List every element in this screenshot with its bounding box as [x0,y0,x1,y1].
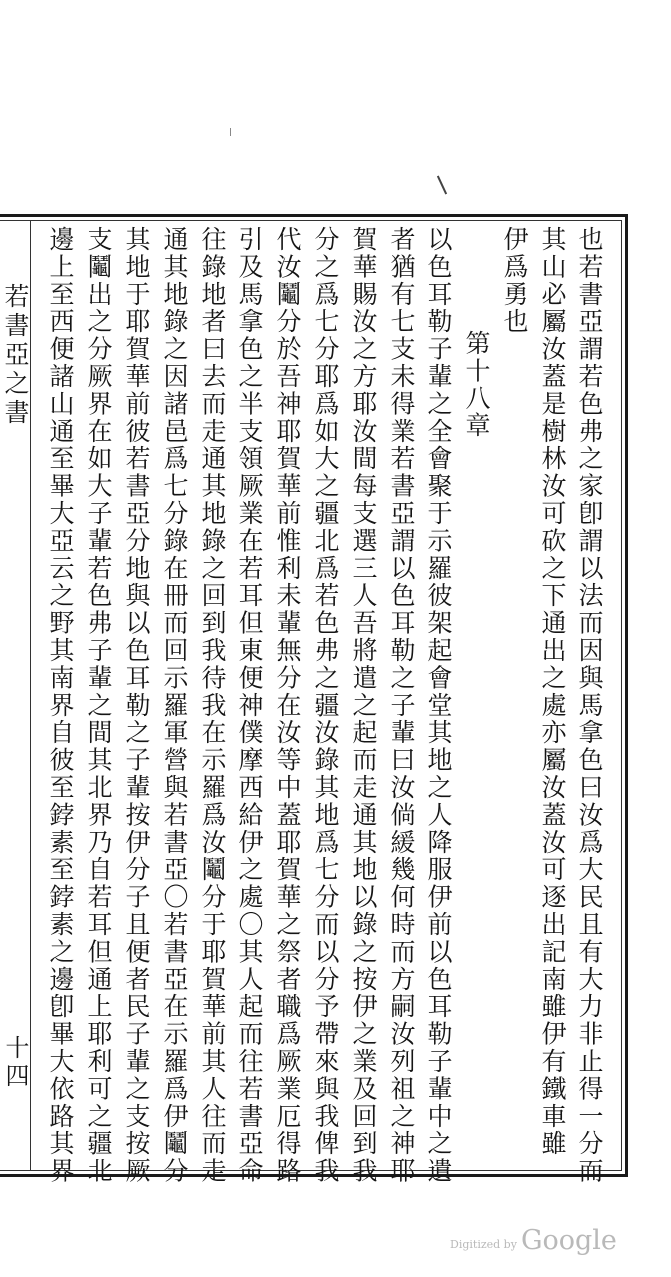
scan-mark [437,176,447,195]
google-watermark [450,1225,617,1256]
text-column-8: 分之爲七分耶爲如大之疆北爲若色弗之疆汝錄其地爲七分而以分予帶來與我俾我 [311,226,340,1185]
chapter-heading: 第十八章 [462,330,491,440]
text-column-5: 以色耳勒子輩之全會聚于示羅彼架起會堂其地之人降服伊前以色耳勒子輩中之遺 [424,226,453,1185]
margin-rule [30,220,31,1171]
text-column-10: 引及馬拿色之半支領厥業在若耳但東便神僕摩西給伊之處〇其人起而往若書亞命 [235,226,264,1185]
text-column-2: 其山必屬汝蓋是樹林汝可砍之下通出之處亦屬汝蓋汝可逐出記南雖伊有鐵車雖 [538,226,567,1158]
book-title: 若書亞之書 [1,283,30,428]
watermark-brand: Google [520,1225,617,1256]
text-column-9: 代汝鬮分於吾神耶賀華前惟利未輩無分在汝等中蓋耶賀華之祭者職爲厥業厄得路 [273,226,302,1185]
page-number: 十四 [1,1035,29,1091]
text-column-3: 伊爲勇也 [500,226,529,336]
text-column-12: 通其地錄之因諸邑爲七分錄在冊而回示羅軍營與若書亞〇若書亞在示羅爲伊鬮分 [160,226,189,1185]
text-column-11: 往錄地者曰去而走通其地錄之回到我待我在示羅爲汝鬮分于耶賀華前其人往而走 [198,226,227,1185]
text-column-15: 邊上至西便諸山通至畢大亞云之野其南界自彼至鋍素至鋍素之邊卽畢大依路其界 [46,226,75,1185]
scan-mark [230,128,231,136]
text-column-1: 也若書亞謂若色弗之家卽謂以法而因與馬拿色曰汝爲大民且有大力非止得一分而 [575,226,604,1185]
text-column-13: 其地于耶賀華前彼若書亞分地與以色耳勒之子輩按伊分子且便者民子輩之支按厥 [122,226,151,1185]
text-column-7: 賀華賜汝之方耶汝間每支選三人吾將遣之起而走通其地以錄之按伊之業及回到我 [349,226,378,1185]
watermark-prefix: Digitized by [450,1238,517,1251]
text-column-14: 支鬮出之分厥界在如大子輩若色弗子輩之間其北界乃自若耳但通上耶利可之疆北 [84,226,113,1185]
text-column-6: 者猶有七支未得業若書亞謂以色耳勒之子輩曰汝倘緩幾何時而方嗣汝列祖之神耶 [387,226,416,1185]
